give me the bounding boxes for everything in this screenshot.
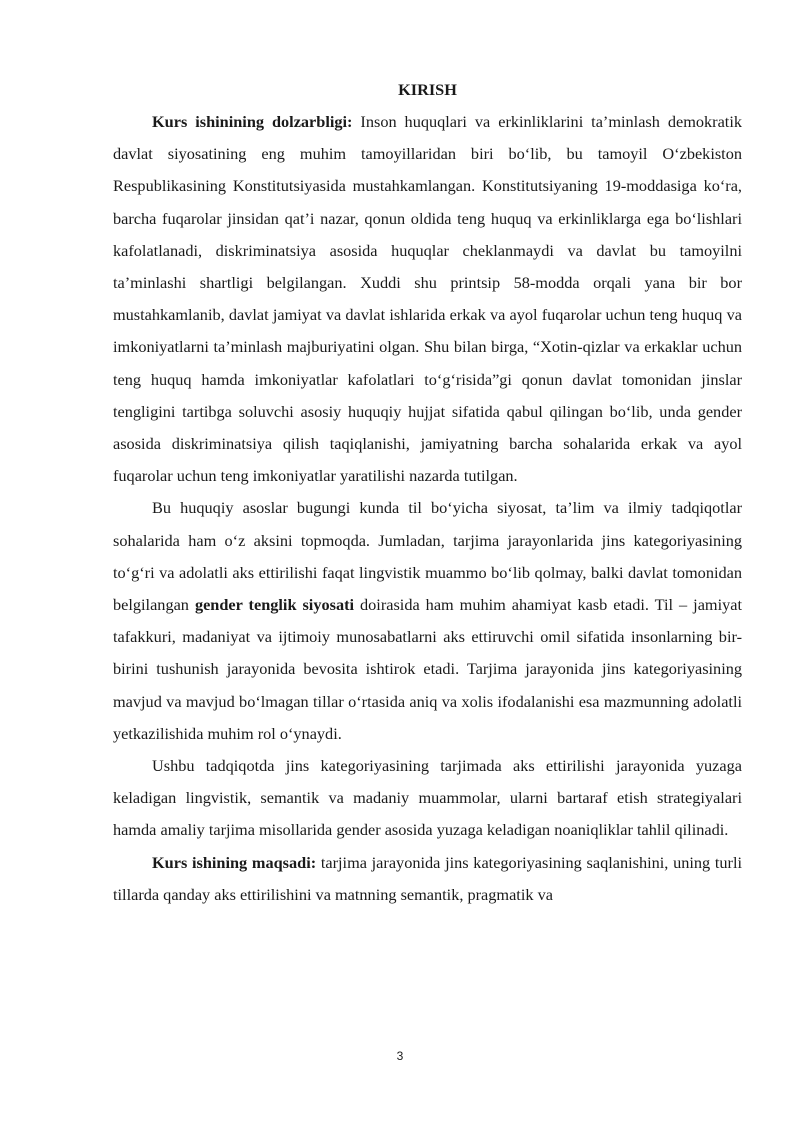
paragraph-relevance <box>113 106 742 492</box>
paragraph-research-scope: Ushbu tadqiqotda jins kategoriyasining tarjimada aks ettirilishi jarayonida yuzaga keladigan lingvistik, semantik va madaniy muammolar, ularni bartaraf etish strategiyalari hamda amaliy tarjima misollarida gender asosida yuzaga keladigan noaniqliklar tahlil qilinadi. <box>113 756 742 840</box>
gender-policy-term: gender tenglik siyosati <box>194 595 355 615</box>
aim-label: Kurs ishining maqsadi: <box>152 852 317 872</box>
legal-basis-text-start: Bu huquqiy asoslar bugungi kunda til bo‘yicha siyosat, ta’lim va ilmiy tadqiqotlar sohalarida ham o‘z aksini topmoqda. Jumladan, tarjima jarayonlarida jins kategoriyasining to‘g‘ri va adolatli aks ettirilishi faqat lingvistik muammo bo‘lib qolmay, balki davlat tomonidan belgilangan <box>113 498 742 615</box>
relevance-text: Inson huquqlari va erkinliklarini ta’minlash demokratik davlat siyosatining eng muhim tamoyillaridan biri bo‘lib, bu tamoyil O‘zbekiston Respublikasining Konstitutsiyasida mustahkamlangan. Konstitutsiyaning 19-moddasiga ko‘ra, barcha fuqarolar jinsidan qat’i nazar, qonun oldida teng huquq va erkinliklarga ega bo‘lishlari kafolatlanadi, diskriminatsiya asosida huquqlar cheklanmaydi va davlat bu tamoyilni ta’minlashi shartligi belgilangan. Xuddi shu printsip 58-modda orqali yana bir bor mustahkamlanib, davlat jamiyat va davlat ishlarida erkak va ayol fuqarolar uchun teng huquq va imkoniyatlarni ta’minlash majburiyatini olgan. Shu bilan birga, “Xotin-qizlar va erkaklar uchun teng huquq hamda imkoniyatlar kafolatlari to‘g‘risida”gi qonun davlat tomonidan jinslar tengligini tartibga soluvchi asosiy huquqiy hujjat sifatida qabul qilingan bo‘lib, unda gender asosida diskriminatsiya qilish taqiqlanishi, jamiyatning barcha sohalarida erkak va ayol fuqarolar uchun teng imkoniyatlar yaratilishi nazarda tutilgan. <box>113 112 742 486</box>
document-body <box>113 74 742 911</box>
relevance-label: Kurs ishinining dolzarbligi: <box>152 112 353 131</box>
legal-basis-text-end: doirasida ham muhim ahamiyat kasb etadi. Til – jamiyat tafakkuri, madaniyat va ijtimoiy munosabatlarni aks ettiruvchi omil sifatida insonlarning bir-birini tushunish jarayonida bevosita ishtirok etadi. Tarjima jarayonida jins kategoriyasining mavjud va mavjud bo‘lmagan tillar o‘rtasida aniq va xolis ifodalanishi esa mazmunning adolatli yetkazilishida muhim rol o‘ynaydi. <box>113 595 742 743</box>
paragraph-aim <box>113 847 742 911</box>
page-number: 3 <box>396 1049 404 1063</box>
paragraph-legal-basis <box>113 492 742 750</box>
section-heading: KIRISH <box>398 80 457 99</box>
aim-text: tarjima jarayonida jins kategoriyasining saqlanishini, uning turli tillarda qanday aks ettirilishini va matnning semantik, pragmatik va <box>113 852 742 904</box>
